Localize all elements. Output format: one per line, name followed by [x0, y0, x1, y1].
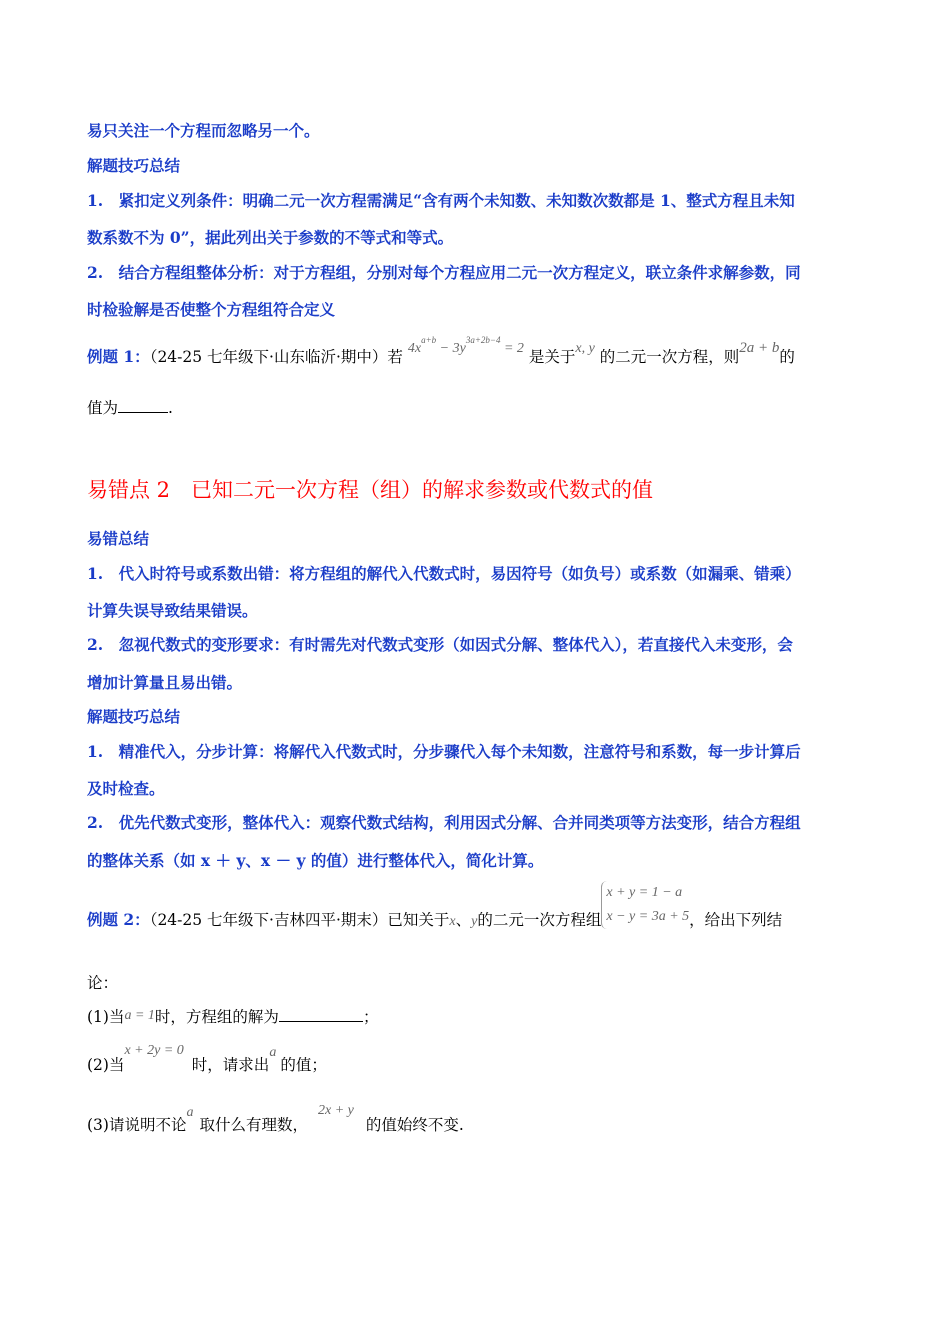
- question-3: (3)请说明不论a取什么有理数，2x + y的值始终不变.: [87, 1103, 464, 1134]
- equation-system: x + y = 1 − a x − y = 3a + 5: [601, 881, 689, 929]
- example-1-equation: $4x^{a+b} - 3y^{3a+2b-4} = 2$: [407, 335, 524, 356]
- example-1-label: 例题 1：: [87, 347, 150, 366]
- example-2: 例题 2：（24-25 七年级下·吉林四平·期末）已知关于x、y的二元一次方程组 x + y = 1 − a x − y = 3a + 5 ，给出下列结: [87, 908, 782, 930]
- question-1: (1)当a = 1时，方程组的解为 ；: [87, 1008, 379, 1026]
- section-2-title: 易错点 2 已知二元一次方程（组）的解求参数或代数式的值: [87, 478, 654, 502]
- tip-1-line1: 1. 紧扣定义列条件：明确二元一次方程需满足“含有两个未知数、未知数次数都是 1、整式方程且未知: [87, 191, 795, 210]
- example-2-source: （24-25 七年级下·吉林四平·期末）已知关于: [149, 911, 450, 929]
- math-x: x: [449, 914, 456, 929]
- tips-heading: 解题技巧总结: [87, 156, 181, 175]
- tip2-2-line2: 的整体关系（如 x ＋ y、x － y 的值）进行整体代入，简化计算。: [87, 851, 544, 870]
- tips2-heading: 解题技巧总结: [87, 707, 181, 726]
- tip-2-line2: 时检验解是否使整个方程组符合定义: [87, 300, 336, 319]
- answer-blank[interactable]: [118, 412, 168, 413]
- intro-tail: 易只关注一个方程而忽略另一个。: [87, 121, 320, 140]
- error-2-line2: 增加计算量且易出错。: [87, 673, 243, 692]
- question-2: (2)当x + 2y = 0时，请求出a的值；: [87, 1043, 327, 1074]
- error-1-line2: 计算失误导致结果错误。: [87, 601, 258, 620]
- example-2-label: 例题 2：: [87, 910, 150, 929]
- error-1-line1: 1. 代入时符号或系数出错：将方程组的解代入代数式时，易因符号（如负号）或系数（如漏乘、错乘）: [87, 564, 801, 583]
- tip-2-line1: 2. 结合方程组整体分析：对于方程组，分别对每个方程应用二元一次方程定义，联立条件求解参数，同: [87, 263, 801, 282]
- tip2-1-line1: 1. 精准代入，分步计算：将解代入代数式时，分步骤代入每个未知数，注意符号和系数，每一步计算后: [87, 742, 801, 761]
- math-expr: 2a + b: [739, 340, 780, 356]
- math-y: y: [471, 914, 478, 929]
- text: 的二元一次方程，则: [599, 348, 740, 366]
- text: 的: [779, 348, 795, 366]
- tip2-2-line1: 2. 优先代数式变形，整体代入：观察代数式结构，利用因式分解、合并同类项等方法变形，结合方程组: [87, 813, 801, 832]
- tip-1-line2: 数系数不为 0”，据此列出关于参数的不等式和等式。: [87, 228, 454, 247]
- error-2-line1: 2. 忽视代数式的变形要求：有时需先对代数式变形（如因式分解、整体代入），若直接代入未变形，会: [87, 635, 793, 654]
- example-2-line2: 论：: [87, 974, 119, 992]
- errors-heading: 易错总结: [87, 529, 150, 548]
- example-1-line2: 值为 .: [87, 399, 173, 417]
- tip2-1-line2: 及时检查。: [87, 779, 165, 798]
- example-1-source: （24-25 七年级下·山东临沂·期中）若: [149, 348, 403, 366]
- answer-blank[interactable]: [279, 1021, 363, 1022]
- text: 是关于: [528, 348, 576, 366]
- example-1: [87, 335, 795, 367]
- math-vars: x, y: [575, 341, 595, 356]
